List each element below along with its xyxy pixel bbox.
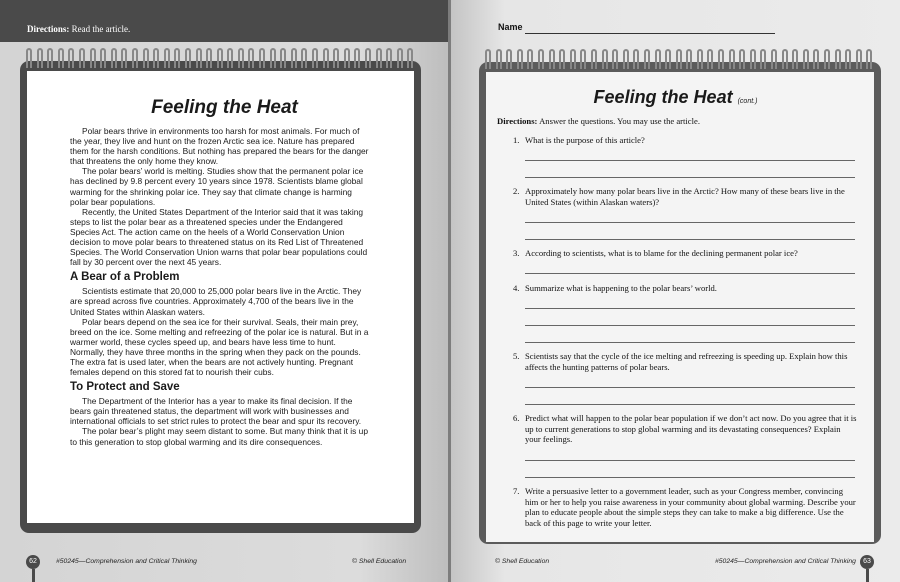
- top-bar: [0, 0, 449, 42]
- spiral-ring: [37, 48, 43, 68]
- spiral-ring: [259, 48, 265, 68]
- question-number: 6.: [513, 413, 520, 423]
- spiral-ring: [397, 48, 403, 68]
- spiral-ring: [803, 49, 809, 69]
- spiral-ring: [845, 49, 851, 69]
- page-directions: [27, 24, 130, 34]
- footer-publisher: © Shell Education: [352, 558, 407, 565]
- questions-title: [451, 87, 900, 108]
- question-item: [513, 351, 857, 372]
- spiral-ring: [697, 49, 703, 69]
- spiral-ring: [856, 49, 862, 69]
- spiral-ring: [301, 48, 307, 68]
- directions-text: Answer the questions. You may use the article.: [537, 116, 700, 126]
- spiral-ring: [90, 48, 96, 68]
- spiral-ring: [333, 48, 339, 68]
- section-heading: A Bear of a Problem: [70, 271, 180, 284]
- spiral-ring: [792, 49, 798, 69]
- spiral-ring: [866, 49, 872, 69]
- question-text: According to scientists, what is to blame for the declining permanent polar ice?: [525, 248, 798, 258]
- spiral-ring: [323, 48, 329, 68]
- question-text: Summarize what is happening to the polar bears’ world.: [525, 283, 717, 293]
- spiral-ring: [26, 48, 32, 68]
- spiral-ring: [238, 48, 244, 68]
- spiral-ring: [132, 48, 138, 68]
- page-number: 62: [26, 555, 40, 569]
- footer-publisher: © Shell Education: [495, 558, 550, 565]
- question-text: What is the purpose of this article?: [525, 135, 645, 145]
- article-paragraph: The polar bear’s plight may seem distant to some. But many think that it is up to this generation to stop global warming and its dire consequences.: [70, 426, 368, 447]
- left-page: [0, 0, 449, 582]
- question-text: Scientists say that the cycle of the ice melting and refreezing is speeding up. Explain how this affects the hunting patterns of polar bears.: [525, 351, 848, 372]
- answer-line[interactable]: [525, 222, 855, 223]
- spiral-ring: [570, 49, 576, 69]
- spiral-ring: [580, 49, 586, 69]
- question-item: [513, 186, 857, 207]
- spiral-ring: [227, 48, 233, 68]
- answer-line[interactable]: [525, 239, 855, 240]
- title-continued: (cont.): [737, 98, 758, 105]
- answer-line[interactable]: [525, 177, 855, 178]
- spiral-ring: [386, 48, 392, 68]
- spiral-ring: [174, 48, 180, 68]
- directions-label: Directions:: [27, 24, 70, 34]
- spiral-ring: [538, 49, 544, 69]
- article-title: Feeling the Heat: [151, 97, 298, 118]
- spiral-ring: [280, 48, 286, 68]
- spiral-ring: [718, 49, 724, 69]
- question-text: Approximately how many polar bears live in the Arctic? How many of these bears live in the United States (within Alaskan waters)?: [525, 186, 845, 207]
- spiral-ring: [506, 49, 512, 69]
- spiral-ring: [612, 49, 618, 69]
- spiral-ring: [602, 49, 608, 69]
- question-text: Predict what will happen to the polar bear population if we don’t act now. Do you agree that it is up to current generations to stop global warming and its devastating consequences? Explain your feelings.: [525, 413, 857, 445]
- spiral-ring: [559, 49, 565, 69]
- question-number: 4.: [513, 283, 520, 293]
- spiral-ring: [835, 49, 841, 69]
- answer-line[interactable]: [525, 477, 855, 478]
- spiral-ring: [760, 49, 766, 69]
- spiral-ring: [376, 48, 382, 68]
- spiral-ring: [782, 49, 788, 69]
- question-number: 5.: [513, 351, 520, 361]
- spiral-ring: [79, 48, 85, 68]
- spiral-ring: [68, 48, 74, 68]
- section-heading: To Protect and Save: [70, 381, 180, 394]
- spiral-ring: [143, 48, 149, 68]
- spiral-ring: [485, 49, 491, 69]
- spiral-ring: [824, 49, 830, 69]
- spiral-ring: [623, 49, 629, 69]
- spiral-ring: [100, 48, 106, 68]
- answer-line[interactable]: [525, 325, 855, 326]
- spiral-ring: [517, 49, 523, 69]
- spiral-ring: [206, 48, 212, 68]
- spiral-binding: [26, 48, 418, 70]
- spiral-ring: [496, 49, 502, 69]
- spiral-ring: [58, 48, 64, 68]
- question-item: [513, 248, 857, 259]
- answer-line[interactable]: [525, 387, 855, 388]
- spiral-ring: [813, 49, 819, 69]
- spiral-ring: [591, 49, 597, 69]
- directions-text: Read the article.: [69, 24, 131, 34]
- article-paragraph: Recently, the United States Department of the Interior said that it was taking steps to list the polar bear as a threatened species under the Endangered Species Act. The action came on the heels of a World Conservation Union decision to move polar bears to threatened status on its Red List of Threatened Species. The World Conservation Union warns that polar bear populations could fall by 30 percent over the next 45 years.: [70, 206, 368, 268]
- page-number: 63: [860, 555, 874, 569]
- spiral-ring: [365, 48, 371, 68]
- spiral-ring: [248, 48, 254, 68]
- question-item: [513, 486, 857, 528]
- question-text: Write a persuasive letter to a government leader, such as your Congress member, convincing him or her to help you raise awareness in your community about global warming. Describe your plan to educate people about the simple steps they can take to make a big difference. Use the back of this page to write your letter.: [525, 486, 856, 528]
- spiral-ring: [739, 49, 745, 69]
- question-number: 1.: [513, 135, 520, 145]
- article-paragraph: Polar bears depend on the sea ice for their survival. Seals, their main prey, breed on the ice. Some melting and refreezing of the polar ice is natural. But in a warmer world, these cycles speed up, and bears have less time to hunt. Normally, they have three months in the spring when they pack on the pounds. The extra fat is used later, when the bears are not actively hunting. Pregnant females depend on this stored fat to nourish their cubs.: [70, 316, 369, 378]
- spiral-ring: [121, 48, 127, 68]
- article-paragraph: Polar bears thrive in environments too harsh for most animals. For much of the year, they live and hunt on the frozen Arctic sea ice. Nature has prepared them for the harsh conditions. But nothing has prepared the bears for the danger that threatens the only home they know.: [70, 126, 369, 167]
- spiral-ring: [549, 49, 555, 69]
- spiral-binding: [485, 49, 877, 71]
- right-page: [451, 0, 900, 582]
- spiral-ring: [644, 49, 650, 69]
- answer-line[interactable]: [525, 160, 855, 161]
- spiral-ring: [750, 49, 756, 69]
- spiral-ring: [729, 49, 735, 69]
- answer-line[interactable]: [525, 308, 855, 309]
- name-field-line[interactable]: [525, 33, 775, 34]
- spiral-ring: [665, 49, 671, 69]
- spiral-ring: [217, 48, 223, 68]
- spiral-ring: [185, 48, 191, 68]
- article-paragraph: Scientists estimate that 20,000 to 25,000 polar bears live in the Arctic. They are spread across five countries. Approximately 4,700 of the bears live in the United States within Alaskan waters.: [70, 286, 362, 317]
- question-item: [513, 413, 857, 445]
- question-item: [513, 135, 857, 146]
- spiral-ring: [676, 49, 682, 69]
- spiral-ring: [196, 48, 202, 68]
- question-number: 7.: [513, 486, 520, 496]
- question-number: 2.: [513, 186, 520, 196]
- answer-line[interactable]: [525, 460, 855, 461]
- spiral-ring: [164, 48, 170, 68]
- footer-book-title: #50245—Comprehension and Critical Thinking: [715, 558, 856, 565]
- article-paragraph: The Department of the Interior has a year to make its final decision. If the bears gain threatened status, the department will work with businesses and international officials to set strict rules to protect the bear and spur its recovery.: [70, 396, 362, 427]
- question-item: [513, 283, 857, 294]
- spiral-ring: [47, 48, 53, 68]
- article-body: [70, 126, 370, 447]
- spiral-ring: [270, 48, 276, 68]
- question-number: 3.: [513, 248, 520, 258]
- spiral-ring: [633, 49, 639, 69]
- spiral-ring: [344, 48, 350, 68]
- answer-line[interactable]: [525, 404, 855, 405]
- name-label: Name: [498, 22, 523, 32]
- answer-line[interactable]: [525, 273, 855, 274]
- directions-label: Directions:: [497, 116, 538, 126]
- article-paragraph: The polar bears’ world is melting. Studies show that the permanent polar ice has declined by 9.8 percent every 10 years since 1978. Scientists blame global warming for the shrinking polar ice. They say that climate change is harming polar bear populations.: [70, 166, 364, 207]
- spiral-ring: [153, 48, 159, 68]
- page-number-tab: [32, 569, 35, 582]
- spiral-ring: [707, 49, 713, 69]
- spiral-ring: [354, 48, 360, 68]
- questions-title-text: Feeling the Heat: [593, 87, 733, 107]
- answer-line[interactable]: [525, 342, 855, 343]
- spiral-ring: [111, 48, 117, 68]
- spiral-ring: [686, 49, 692, 69]
- question-directions: [497, 116, 700, 126]
- page-number-tab: [866, 569, 869, 582]
- spiral-ring: [291, 48, 297, 68]
- spiral-ring: [655, 49, 661, 69]
- spiral-ring: [771, 49, 777, 69]
- spiral-ring: [407, 48, 413, 68]
- spiral-ring: [312, 48, 318, 68]
- spiral-ring: [527, 49, 533, 69]
- footer-book-title: #50245—Comprehension and Critical Thinking: [56, 558, 197, 565]
